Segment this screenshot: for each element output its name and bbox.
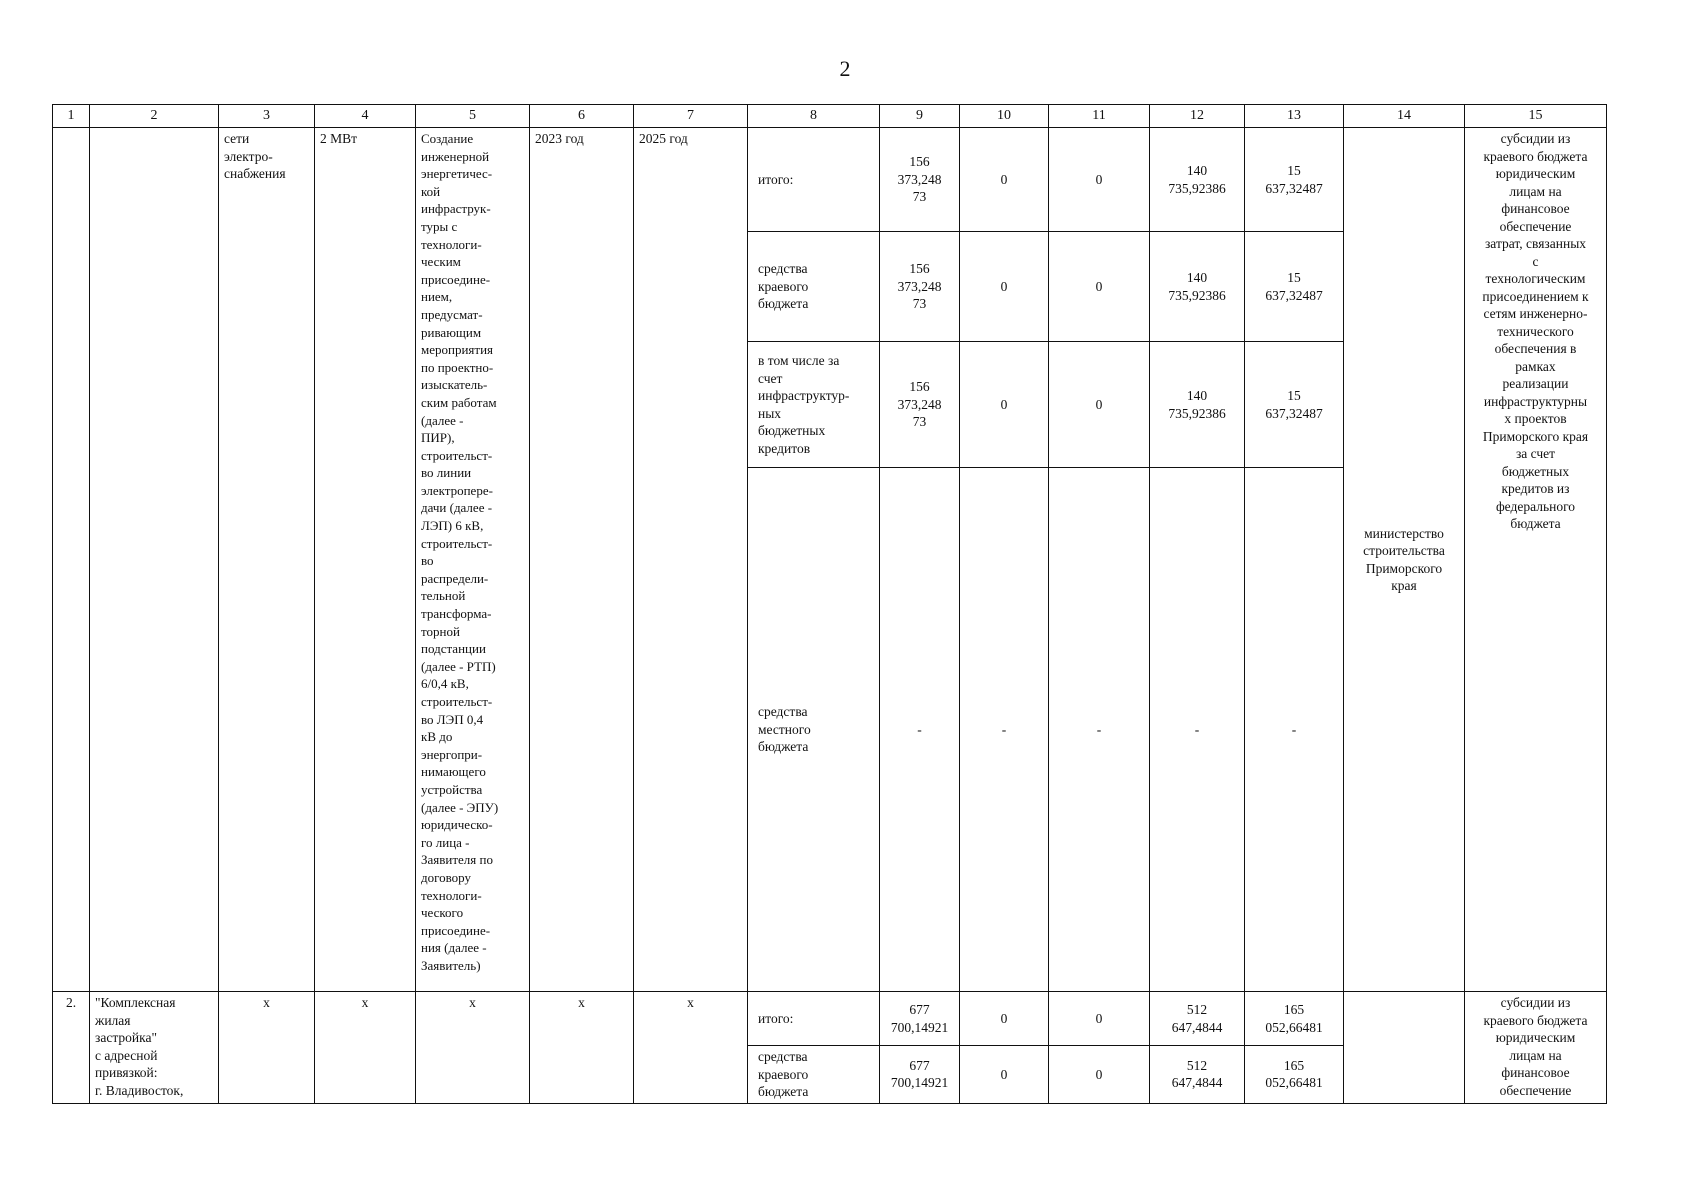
- responsible-agency-cell: министерство строительства Приморского края: [1344, 128, 1465, 992]
- facility-type-cell: сети электро- снабжения: [219, 128, 315, 992]
- object-name-cell: "Комплексная жилая застройка" с адресной привязкой: г. Владивосток,: [90, 992, 219, 1104]
- value-cell: 677 700,14921: [880, 1046, 960, 1104]
- description-cell: х: [416, 992, 530, 1104]
- value-cell: 140 735,92386: [1150, 128, 1245, 232]
- header-cell: 8: [748, 105, 880, 128]
- header-cell: 3: [219, 105, 315, 128]
- value-cell: 0: [1049, 128, 1150, 232]
- value-cell: 0: [1049, 992, 1150, 1046]
- table-row: [53, 992, 1607, 1046]
- funding-source-label: средства краевого бюджета: [748, 1046, 880, 1104]
- table-row: [53, 128, 1607, 232]
- row-number-cell: 2.: [53, 992, 90, 1104]
- start-year-cell: х: [530, 992, 634, 1104]
- header-cell: 12: [1150, 105, 1245, 128]
- funding-source-label: в том числе за счет инфраструктур- ных бюджетных кредитов: [748, 342, 880, 468]
- funding-purpose-cell: субсидии из краевого бюджета юридическим лицам на финансовое обеспечение затрат, связанных с технологическим присоединением к сетям инженерно- технического обеспечения в рамках реализации инфраструктурны х проектов Приморского края за счет бюджетных кредитов из федерального бюджета: [1465, 128, 1607, 992]
- budget-table: [52, 104, 1607, 1104]
- value-cell: 0: [960, 232, 1049, 342]
- value-cell: 140 735,92386: [1150, 342, 1245, 468]
- value-cell: -: [1245, 468, 1344, 992]
- facility-type-cell: х: [219, 992, 315, 1104]
- description-cell: Создание инженерной энергетичес- кой инфраструк- туры с технологи- ческим присоедине- нием, предусмат- ривающим мероприятия по проектно- изыскатель- ским работам (далее - ПИР), строительст- во линии электропере- дачи (далее - ЛЭП) 6 кВ, строительст- во распредели- тельной трансформа- торной подстанции (далее - РТП) 6/0,4 кВ, строительст- во ЛЭП 0,4 кВ до энергопри- нимающего устройства (далее - ЭПУ) юридическо- го лица - Заявителя по договору технологи- ческого присоедине- ния (далее - Заявитель): [416, 128, 530, 992]
- value-cell: 512 647,4844: [1150, 1046, 1245, 1104]
- value-cell: 165 052,66481: [1245, 992, 1344, 1046]
- capacity-cell: 2 МВт: [315, 128, 416, 992]
- row-number-cell: [53, 128, 90, 992]
- header-cell: 15: [1465, 105, 1607, 128]
- responsible-agency-cell: [1344, 992, 1465, 1104]
- value-cell: -: [960, 468, 1049, 992]
- end-year-cell: 2025 год: [634, 128, 748, 992]
- header-cell: 5: [416, 105, 530, 128]
- value-cell: 0: [960, 128, 1049, 232]
- value-cell: -: [880, 468, 960, 992]
- object-name-cell: [90, 128, 219, 992]
- header-cell: 1: [53, 105, 90, 128]
- value-cell: -: [1150, 468, 1245, 992]
- value-cell: -: [1049, 468, 1150, 992]
- value-cell: 15 637,32487: [1245, 342, 1344, 468]
- value-cell: 0: [960, 342, 1049, 468]
- funding-source-label: средства местного бюджета: [748, 468, 880, 992]
- value-cell: 512 647,4844: [1150, 992, 1245, 1046]
- value-cell: 156 373,248 73: [880, 342, 960, 468]
- value-cell: 165 052,66481: [1245, 1046, 1344, 1104]
- value-cell: 677 700,14921: [880, 992, 960, 1046]
- value-cell: 140 735,92386: [1150, 232, 1245, 342]
- value-cell: 156 373,248 73: [880, 232, 960, 342]
- value-cell: 156 373,248 73: [880, 128, 960, 232]
- header-cell: 2: [90, 105, 219, 128]
- header-cell: 4: [315, 105, 416, 128]
- value-cell: 0: [1049, 232, 1150, 342]
- value-cell: 15 637,32487: [1245, 128, 1344, 232]
- value-cell: 0: [1049, 342, 1150, 468]
- end-year-cell: х: [634, 992, 748, 1104]
- funding-source-label: итого:: [748, 992, 880, 1046]
- funding-source-label: средства краевого бюджета: [748, 232, 880, 342]
- header-cell: 9: [880, 105, 960, 128]
- header-cell: 14: [1344, 105, 1465, 128]
- value-cell: 0: [960, 1046, 1049, 1104]
- capacity-cell: х: [315, 992, 416, 1104]
- funding-purpose-cell: субсидии из краевого бюджета юридическим лицам на финансовое обеспечение: [1465, 992, 1607, 1104]
- header-row: [53, 105, 1607, 128]
- page-number: 2: [839, 56, 851, 81]
- value-cell: 0: [960, 992, 1049, 1046]
- header-cell: 10: [960, 105, 1049, 128]
- funding-source-label: итого:: [748, 128, 880, 232]
- value-cell: 15 637,32487: [1245, 232, 1344, 342]
- header-cell: 6: [530, 105, 634, 128]
- value-cell: 0: [1049, 1046, 1150, 1104]
- header-cell: 11: [1049, 105, 1150, 128]
- header-cell: 13: [1245, 105, 1344, 128]
- start-year-cell: 2023 год: [530, 128, 634, 992]
- header-cell: 7: [634, 105, 748, 128]
